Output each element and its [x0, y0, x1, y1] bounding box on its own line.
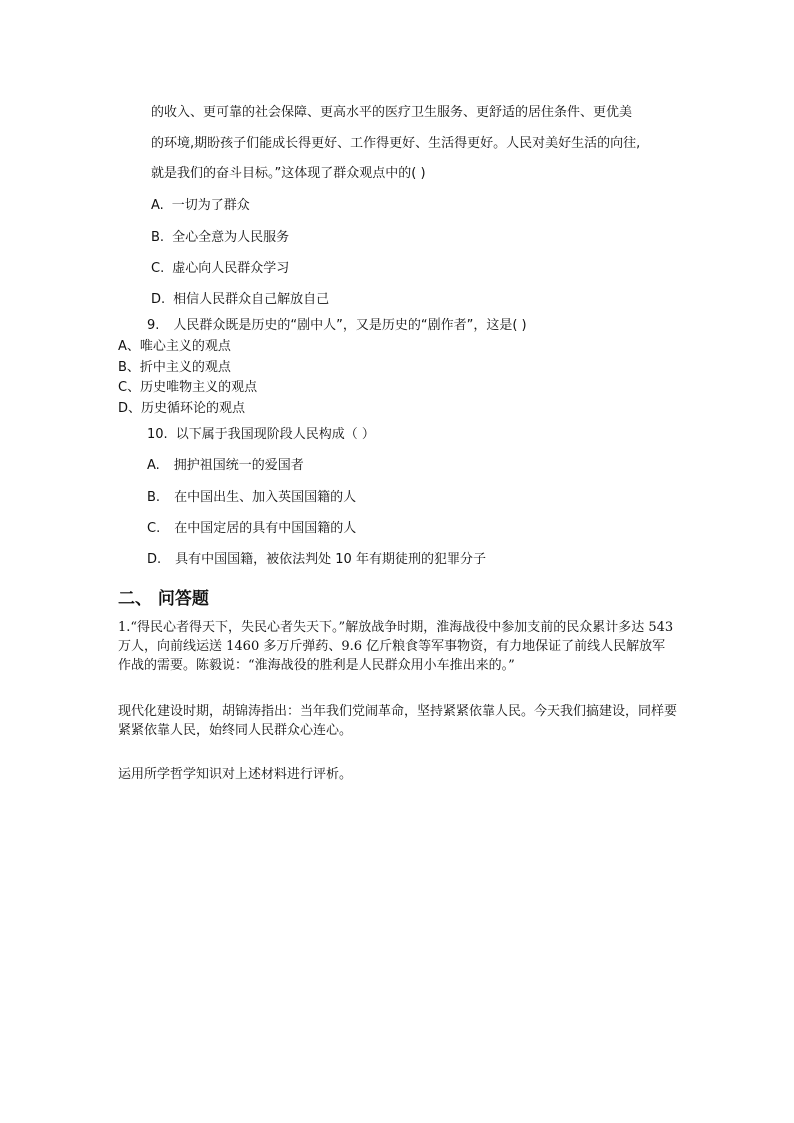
question8-line1: 的收入、更可靠的社会保障、更高水平的医疗卫生服务、更舒适的居住条件、更优美 — [151, 105, 633, 120]
option-text: 相信人民群众自己解放自己 — [173, 292, 330, 307]
question10-option-b — [147, 489, 356, 507]
option-label: C. — [151, 261, 165, 276]
option-text: 在中国出生、加入英国国籍的人 — [174, 490, 357, 505]
question8-option-a — [151, 197, 250, 215]
option-label: C. — [147, 521, 161, 536]
question8-line2: 的环境,期盼孩子们能成长得更好、工作得更好、生活得更好。人民对美好生活的向往, — [151, 136, 641, 151]
question8-option-c — [151, 260, 289, 278]
question10-option-c — [147, 520, 356, 538]
question-number: 10. — [147, 427, 168, 442]
question-text: 以下属于我国现阶段人民构成（ ） — [175, 427, 375, 442]
essay-material-2: 现代化建设时期，胡锦涛指出：当年我们党闹革命，坚持紧紧依靠人民。今天我们搞建设，同样要紧紧依靠人民，始终同人民群众心连心。 — [118, 704, 678, 738]
option-text: 一切为了群众 — [171, 198, 250, 213]
option-text: 全心全意为人民服务 — [172, 230, 290, 245]
section-title: 二、 问答题 — [118, 589, 209, 609]
question8-option-b — [151, 229, 289, 247]
question9-option-c: C、历史唯物主义的观点 — [118, 380, 258, 395]
question-number: 9. — [147, 318, 160, 333]
question9-option-a: A、唯心主义的观点 — [118, 339, 231, 354]
question9-option-d: D、历史循环论的观点 — [118, 401, 246, 416]
question10-option-a — [147, 457, 304, 475]
question8-option-d — [151, 291, 329, 309]
option-label: B. — [151, 230, 165, 245]
question9-option-b: B、折中主义的观点 — [118, 360, 231, 375]
question9-stem — [147, 317, 527, 335]
question8-line3: 就是我们的奋斗目标。”这体现了群众观点中的( ) — [151, 166, 426, 181]
essay-question: 运用所学哲学知识对上述材料进行评析。 — [118, 767, 353, 782]
option-label: A. — [147, 458, 160, 473]
option-text: 具有中国国籍，被依法判处 10 年有期徒刑的犯罪分子 — [175, 552, 486, 567]
option-text: 拥护祖国统一的爱国者 — [173, 458, 304, 473]
question10-option-d — [147, 551, 486, 569]
option-label: D. — [151, 292, 166, 307]
option-text: 虚心向人民群众学习 — [172, 261, 290, 276]
option-label: B. — [147, 490, 161, 505]
essay-material-1: 1.“得民心者得天下，失民心者失天下。”解放战争时期，淮海战役中参加支前的民众累计多达 543 万人，向前线运送 1460 多万斤弹药、9.6 亿斤粮食等军事物资，有力地保证了前线人民解放军作战的需要。陈毅说：“淮海战役的胜利是人民群众用小车推出来的。” — [118, 620, 674, 673]
option-text: 在中国定居的具有中国国籍的人 — [174, 521, 357, 536]
question-text: 人民群众既是历史的“剧中人”，又是历史的“剧作者”，这是( ) — [173, 318, 527, 333]
option-label: A. — [151, 198, 164, 213]
option-label: D. — [147, 552, 162, 567]
question10-stem — [147, 426, 375, 444]
